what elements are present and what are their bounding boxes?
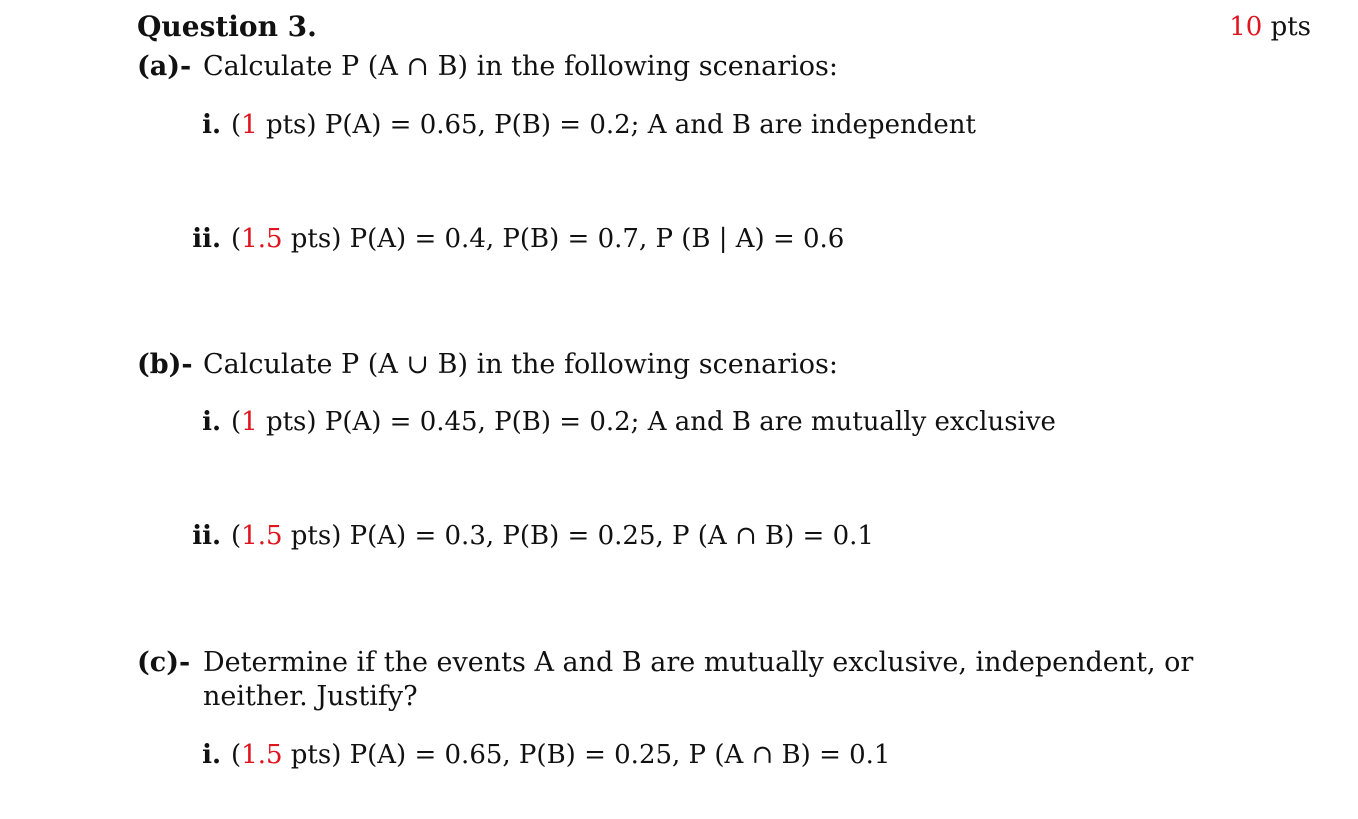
part-prompt-text: Calculate P (A ∩ B) in the following scenarios: [203, 51, 838, 82]
total-points-value: 10 [1229, 12, 1263, 42]
item-statement: P(A) = 0.3, P(B) = 0.25, P (A ∩ B) = 0.1 [349, 521, 874, 551]
item-number: ii. [192, 521, 221, 551]
item-points-unit: pts [290, 224, 332, 254]
item-c-i: i. (1.5 pts) P(A) = 0.65, P(B) = 0.25, P (A ∩ B) = 0.1 [181, 740, 890, 770]
item-points-unit: pts [265, 110, 307, 140]
part-label: (a)- [137, 51, 192, 82]
item-statement: P(A) = 0.4, P(B) = 0.7, P (B | A) = 0.6 [349, 224, 845, 254]
item-points: 1 [241, 407, 258, 437]
item-a-i: i. (1 pts) P(A) = 0.65, P(B) = 0.2; A and B are independent [181, 110, 976, 140]
total-points-unit: pts [1270, 12, 1311, 42]
total-points [1229, 12, 1311, 42]
item-points-unit: pts [290, 740, 332, 770]
item-statement: P(A) = 0.65, P(B) = 0.25, P (A ∩ B) = 0.1 [349, 740, 891, 770]
part-label: (b)- [137, 349, 193, 380]
item-number: i. [202, 110, 221, 140]
part-b-prompt [137, 348, 1233, 382]
item-points: 1.5 [241, 224, 283, 254]
item-points-unit: pts [265, 407, 307, 437]
part-a-prompt [137, 50, 1233, 84]
part-prompt-text: Calculate P (A ∪ B) in the following scenarios: [203, 349, 838, 380]
item-statement: P(A) = 0.65, P(B) = 0.2; A and B are independent [324, 110, 976, 140]
part-label: (c)- [137, 647, 191, 678]
question-title: Question 3. [137, 10, 317, 43]
item-points: 1 [241, 110, 258, 140]
item-b-i: i. (1 pts) P(A) = 0.45, P(B) = 0.2; A and B are mutually exclusive [181, 407, 1056, 437]
item-number: i. [202, 407, 221, 437]
item-points-unit: pts [290, 521, 332, 551]
item-a-ii: ii. (1.5 pts) P(A) = 0.4, P(B) = 0.7, P (B | A) = 0.6 [181, 224, 844, 254]
item-number: i. [202, 740, 221, 770]
part-prompt-text: Determine if the events A and B are mutually exclusive, independent, or neither. Justify? [203, 647, 1194, 712]
item-statement: P(A) = 0.45, P(B) = 0.2; A and B are mutually exclusive [324, 407, 1056, 437]
item-points: 1.5 [241, 521, 283, 551]
item-number: ii. [192, 224, 221, 254]
item-b-ii: ii. (1.5 pts) P(A) = 0.3, P(B) = 0.25, P (A ∩ B) = 0.1 [181, 521, 874, 551]
part-c-prompt [137, 646, 1233, 714]
item-points: 1.5 [241, 740, 283, 770]
